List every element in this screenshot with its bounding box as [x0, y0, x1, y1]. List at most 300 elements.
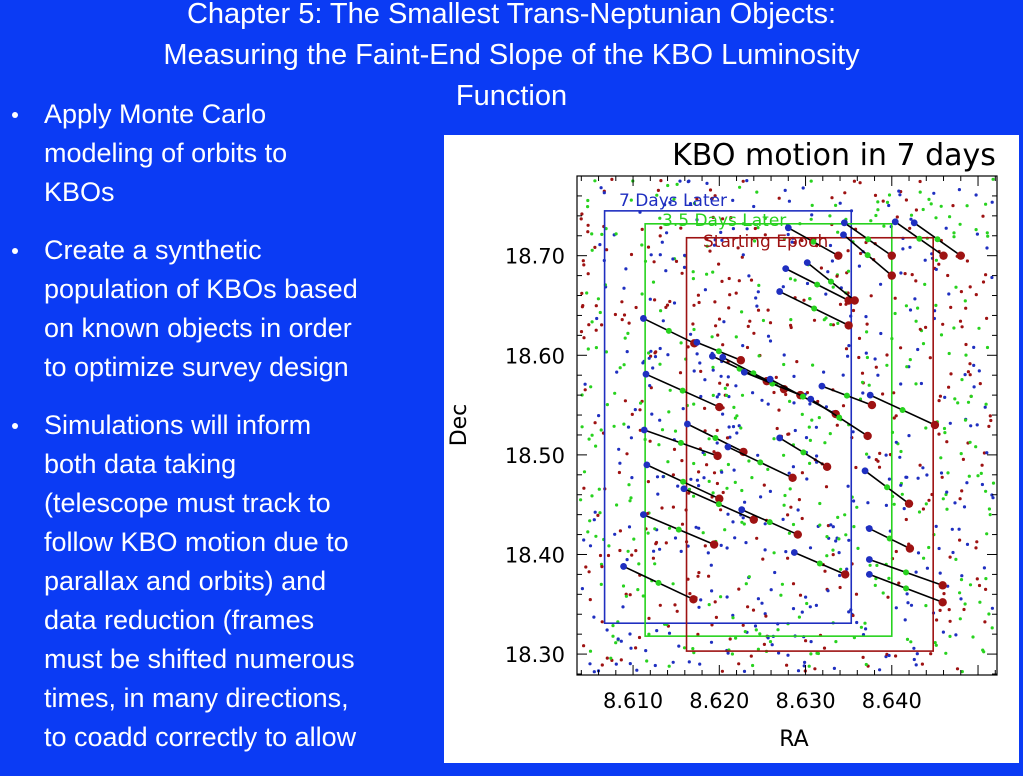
- background-source-dot: [638, 408, 641, 411]
- background-source-dot: [624, 267, 627, 270]
- background-source-dot: [718, 382, 721, 385]
- background-source-dot: [875, 366, 878, 369]
- kbo-position-starting-epoch: [689, 595, 697, 603]
- background-source-dot: [945, 491, 948, 494]
- background-source-dot: [691, 647, 694, 650]
- background-source-dot: [943, 396, 946, 399]
- background-source-dot: [940, 471, 943, 474]
- background-source-dot: [692, 328, 695, 331]
- background-source-dot: [952, 231, 955, 234]
- kbo-position-3-5-days: [903, 585, 909, 591]
- background-source-dot: [861, 381, 864, 384]
- background-source-dot: [977, 327, 980, 330]
- background-source-dot: [908, 246, 911, 249]
- background-source-dot: [940, 333, 943, 336]
- kbo-position-starting-epoch: [888, 251, 896, 259]
- x-tick-label: 8.630: [775, 689, 836, 713]
- background-source-dot: [666, 184, 669, 187]
- background-source-dot: [720, 544, 723, 547]
- background-source-dot: [588, 570, 591, 573]
- background-source-dot: [738, 186, 741, 189]
- background-source-dot: [613, 425, 616, 428]
- background-source-dot: [743, 522, 746, 525]
- background-source-dot: [589, 544, 592, 547]
- kbo-position-7-days: [862, 467, 869, 474]
- background-source-dot: [655, 629, 658, 632]
- background-source-dot: [964, 354, 967, 357]
- background-source-dot: [757, 597, 760, 600]
- background-source-dot: [852, 499, 855, 502]
- background-source-dot: [707, 575, 710, 578]
- background-source-dot: [762, 319, 765, 322]
- background-source-dot: [726, 383, 729, 386]
- background-source-dot: [658, 548, 661, 551]
- background-source-dot: [773, 571, 776, 574]
- background-source-dot: [600, 583, 603, 586]
- background-source-dot: [722, 491, 725, 494]
- background-source-dot: [656, 493, 659, 496]
- background-source-dot: [758, 354, 761, 357]
- background-source-dot: [582, 644, 585, 647]
- background-source-dot: [969, 285, 972, 288]
- background-source-dot: [645, 659, 648, 662]
- background-source-dot: [937, 433, 940, 436]
- background-source-dot: [659, 253, 662, 256]
- background-source-dot: [985, 246, 988, 249]
- background-source-dot: [830, 196, 833, 199]
- background-source-dot: [648, 357, 651, 360]
- legend-label-7-days: 7 Days Later: [619, 191, 728, 211]
- kbo-position-starting-epoch: [905, 499, 913, 507]
- background-source-dot: [679, 371, 682, 374]
- background-source-dot: [939, 395, 942, 398]
- background-source-dot: [826, 589, 829, 592]
- background-source-dot: [911, 273, 914, 276]
- background-source-dot: [887, 577, 890, 580]
- background-source-dot: [858, 265, 861, 268]
- background-source-dot: [916, 652, 919, 655]
- background-source-dot: [917, 477, 920, 480]
- background-source-dot: [992, 482, 995, 485]
- kbo-position-starting-epoch: [788, 474, 796, 482]
- background-source-dot: [594, 421, 597, 424]
- background-source-dot: [968, 475, 971, 478]
- background-source-dot: [897, 582, 900, 585]
- background-source-dot: [940, 205, 943, 208]
- background-source-dot: [676, 485, 679, 488]
- background-source-dot: [683, 646, 686, 649]
- background-source-dot: [734, 384, 737, 387]
- background-source-dot: [907, 434, 910, 437]
- background-source-dot: [874, 194, 877, 197]
- background-source-dot: [641, 292, 644, 295]
- background-source-dot: [898, 456, 901, 459]
- background-source-dot: [783, 504, 786, 507]
- background-source-dot: [826, 270, 829, 273]
- background-source-dot: [589, 385, 592, 388]
- background-source-dot: [915, 663, 918, 666]
- background-source-dot: [859, 181, 862, 184]
- background-source-dot: [934, 304, 937, 307]
- background-source-dot: [587, 272, 590, 275]
- background-source-dot: [733, 469, 736, 472]
- background-source-dot: [929, 356, 932, 359]
- kbo-position-starting-epoch: [939, 251, 947, 259]
- background-source-dot: [743, 670, 746, 673]
- background-source-dot: [660, 506, 663, 509]
- background-source-dot: [770, 588, 773, 591]
- background-source-dot: [769, 339, 772, 342]
- background-source-dot: [727, 306, 730, 309]
- background-source-dot: [652, 550, 655, 553]
- background-source-dot: [649, 298, 652, 301]
- background-source-dot: [861, 372, 864, 375]
- background-source-dot: [978, 369, 981, 372]
- background-source-dot: [625, 595, 628, 598]
- background-source-dot: [949, 620, 952, 623]
- background-source-dot: [627, 483, 630, 486]
- background-source-dot: [639, 402, 642, 405]
- background-source-dot: [789, 487, 792, 490]
- background-source-dot: [792, 582, 795, 585]
- background-source-dot: [724, 387, 727, 390]
- background-source-dot: [607, 554, 610, 557]
- bullet-item: [8, 406, 438, 757]
- background-source-dot: [662, 475, 665, 478]
- kbo-position-starting-epoch: [938, 598, 946, 606]
- kbo-position-7-days: [643, 461, 650, 468]
- background-source-dot: [837, 537, 840, 540]
- background-source-dot: [935, 259, 938, 262]
- background-source-dot: [754, 624, 757, 627]
- background-source-dot: [794, 279, 797, 282]
- kbo-position-starting-epoch: [906, 544, 914, 552]
- background-source-dot: [595, 329, 598, 332]
- background-source-dot: [620, 658, 623, 661]
- background-source-dot: [959, 320, 962, 323]
- background-source-dot: [615, 371, 618, 374]
- background-source-dot: [693, 369, 696, 372]
- background-source-dot: [941, 476, 944, 479]
- background-source-dot: [895, 606, 898, 609]
- kbo-position-3-5-days: [757, 459, 763, 465]
- background-source-dot: [836, 231, 839, 234]
- background-source-dot: [847, 539, 850, 542]
- background-source-dot: [934, 216, 937, 219]
- background-source-dot: [769, 321, 772, 324]
- legend-label-starting-epoch: Starting Epoch: [703, 232, 829, 252]
- bullet-line: (telescope must track to: [44, 488, 331, 518]
- background-source-dot: [712, 369, 715, 372]
- background-source-dot: [767, 403, 770, 406]
- background-source-dot: [878, 466, 881, 469]
- background-source-dot: [725, 487, 728, 490]
- background-source-dot: [864, 315, 867, 318]
- background-source-dot: [718, 318, 721, 321]
- background-source-dot: [882, 225, 885, 228]
- background-source-dot: [825, 554, 828, 557]
- background-source-dot: [992, 178, 995, 181]
- background-source-dot: [836, 424, 839, 427]
- background-source-dot: [659, 309, 662, 312]
- legend-label-3-5-days: 3.5 Days Later: [662, 211, 787, 231]
- background-source-dot: [912, 647, 915, 650]
- background-source-dot: [673, 603, 676, 606]
- background-source-dot: [832, 286, 835, 289]
- background-source-dot: [792, 523, 795, 526]
- background-source-dot: [971, 635, 974, 638]
- background-source-dot: [952, 235, 955, 238]
- kbo-position-7-days: [643, 371, 650, 378]
- background-source-dot: [580, 217, 583, 220]
- background-source-dot: [711, 335, 714, 338]
- background-source-dot: [810, 640, 813, 643]
- background-source-dot: [582, 487, 585, 490]
- background-source-dot: [789, 318, 792, 321]
- background-source-dot: [828, 214, 831, 217]
- background-source-dot: [834, 640, 837, 643]
- background-source-dot: [809, 439, 812, 442]
- background-source-dot: [737, 662, 740, 665]
- background-source-dot: [986, 346, 989, 349]
- background-source-dot: [956, 667, 959, 670]
- background-source-dot: [738, 279, 741, 282]
- kbo-position-3-5-days: [666, 328, 672, 334]
- background-source-dot: [874, 584, 877, 587]
- background-source-dot: [647, 633, 650, 636]
- background-source-dot: [598, 488, 601, 491]
- background-source-dot: [716, 441, 719, 444]
- background-source-dot: [855, 593, 858, 596]
- background-source-dot: [584, 383, 587, 386]
- background-source-dot: [758, 632, 761, 635]
- background-source-dot: [984, 490, 987, 493]
- background-source-dot: [965, 481, 968, 484]
- bullet-line: KBOs: [44, 177, 115, 207]
- kbo-position-starting-epoch: [938, 581, 946, 589]
- background-source-dot: [906, 592, 909, 595]
- background-source-dot: [959, 597, 962, 600]
- kbo-position-3-5-days: [934, 236, 940, 242]
- background-source-dot: [960, 290, 963, 293]
- background-source-dot: [818, 416, 821, 419]
- background-source-dot: [668, 300, 671, 303]
- background-source-dot: [761, 558, 764, 561]
- background-source-dot: [594, 511, 597, 514]
- background-source-dot: [754, 296, 757, 299]
- background-source-dot: [847, 249, 850, 252]
- background-source-dot: [805, 477, 808, 480]
- background-source-dot: [956, 401, 959, 404]
- background-source-dot: [838, 574, 841, 577]
- kbo-position-3-5-days: [716, 501, 722, 507]
- background-source-dot: [582, 259, 585, 262]
- background-source-dot: [591, 434, 594, 437]
- kbo-position-starting-epoch: [868, 401, 876, 409]
- background-source-dot: [782, 285, 785, 288]
- kbo-position-7-days: [866, 525, 873, 532]
- background-source-dot: [635, 669, 638, 672]
- background-source-dot: [829, 244, 832, 247]
- background-source-dot: [720, 471, 723, 474]
- bullet-dot-icon: [12, 248, 18, 254]
- background-source-dot: [975, 540, 978, 543]
- background-source-dot: [787, 432, 790, 435]
- background-source-dot: [905, 304, 908, 307]
- background-source-dot: [671, 257, 674, 260]
- background-source-dot: [789, 277, 792, 280]
- background-source-dot: [842, 374, 845, 377]
- background-source-dot: [801, 611, 804, 614]
- background-source-dot: [755, 305, 758, 308]
- bullet-line: Apply Monte Carlo: [44, 99, 267, 129]
- background-source-dot: [948, 608, 951, 611]
- background-source-dot: [622, 287, 625, 290]
- background-source-dot: [755, 537, 758, 540]
- background-source-dot: [919, 180, 922, 183]
- background-source-dot: [964, 373, 967, 376]
- background-source-dot: [769, 640, 772, 643]
- background-source-dot: [825, 485, 828, 488]
- background-source-dot: [974, 546, 977, 549]
- kbo-position-3-5-days: [887, 536, 893, 542]
- background-source-dot: [842, 404, 845, 407]
- background-source-dot: [615, 663, 618, 666]
- background-source-dot: [597, 297, 600, 300]
- bullet-line: Simulations will inform: [44, 410, 312, 440]
- background-source-dot: [627, 426, 630, 429]
- background-source-dot: [710, 641, 713, 644]
- background-source-dot: [592, 616, 595, 619]
- background-source-dot: [865, 663, 868, 666]
- background-source-dot: [587, 347, 590, 350]
- background-source-dot: [937, 263, 940, 266]
- background-source-dot: [705, 182, 708, 185]
- background-source-dot: [756, 454, 759, 457]
- background-source-dot: [964, 307, 967, 310]
- background-source-dot: [974, 445, 977, 448]
- background-source-dot: [597, 414, 600, 417]
- background-source-dot: [949, 306, 952, 309]
- background-source-dot: [894, 312, 897, 315]
- background-source-dot: [653, 527, 656, 530]
- background-source-dot: [808, 665, 811, 668]
- background-source-dot: [653, 562, 656, 565]
- background-source-dot: [786, 513, 789, 516]
- background-source-dot: [748, 575, 751, 578]
- background-source-dot: [975, 193, 978, 196]
- background-source-dot: [954, 633, 957, 636]
- background-source-dot: [942, 631, 945, 634]
- kbo-position-3-5-days: [716, 348, 722, 354]
- background-source-dot: [981, 464, 984, 467]
- background-source-dot: [808, 462, 811, 465]
- slide-title-line-1: Chapter 5: The Smallest Trans-Neptunian Objects:: [186, 0, 837, 30]
- background-source-dot: [771, 643, 774, 646]
- kbo-position-7-days: [640, 511, 647, 518]
- background-source-dot: [680, 550, 683, 553]
- kbo-position-starting-epoch: [841, 570, 849, 578]
- background-source-dot: [726, 513, 729, 516]
- x-tick-label: 8.610: [602, 689, 664, 713]
- background-source-dot: [980, 472, 983, 475]
- background-source-dot: [984, 203, 987, 206]
- background-source-dot: [654, 664, 657, 667]
- background-source-dot: [688, 660, 691, 663]
- background-source-dot: [764, 615, 767, 618]
- background-source-dot: [747, 459, 750, 462]
- background-source-dot: [867, 456, 870, 459]
- background-source-dot: [677, 645, 680, 648]
- background-source-dot: [731, 520, 734, 523]
- background-source-dot: [689, 478, 692, 481]
- background-source-dot: [935, 268, 938, 271]
- bullet-line: to coadd correctly to allow: [44, 722, 357, 752]
- background-source-dot: [938, 547, 941, 550]
- background-source-dot: [589, 650, 592, 653]
- background-source-dot: [958, 188, 961, 191]
- field-outline: [645, 224, 892, 636]
- background-source-dot: [759, 495, 762, 498]
- background-source-dot: [648, 384, 651, 387]
- background-source-dot: [894, 654, 897, 657]
- background-source-dot: [673, 448, 676, 451]
- background-source-dot: [939, 609, 942, 612]
- background-source-dot: [966, 204, 969, 207]
- background-source-dot: [628, 525, 631, 528]
- background-source-dot: [697, 470, 700, 473]
- background-source-dot: [986, 231, 989, 234]
- background-source-dot: [984, 588, 987, 591]
- background-source-dot: [899, 450, 902, 453]
- background-source-dot: [586, 530, 589, 533]
- background-source-dot: [813, 667, 816, 670]
- background-source-dot: [823, 318, 826, 321]
- background-source-dot: [587, 323, 590, 326]
- background-source-dot: [666, 460, 669, 463]
- background-source-dot: [683, 266, 686, 269]
- background-source-dot: [989, 414, 992, 417]
- background-source-dot: [922, 208, 925, 211]
- background-source-dot: [590, 232, 593, 235]
- background-source-dot: [790, 326, 793, 329]
- kbo-position-starting-epoch: [888, 271, 896, 279]
- background-source-dot: [886, 596, 889, 599]
- background-source-dot: [732, 406, 735, 409]
- background-source-dot: [981, 483, 984, 486]
- background-source-dot: [909, 308, 912, 311]
- background-source-dot: [767, 335, 770, 338]
- background-source-dot: [614, 641, 617, 644]
- background-source-dot: [894, 297, 897, 300]
- background-source-dot: [964, 602, 967, 605]
- background-source-dot: [804, 639, 807, 642]
- background-source-dot: [985, 317, 988, 320]
- background-source-dot: [731, 652, 734, 655]
- background-source-dot: [729, 637, 732, 640]
- background-source-dot: [927, 198, 930, 201]
- background-source-dot: [866, 356, 869, 359]
- kbo-position-3-5-days: [811, 305, 817, 311]
- background-source-dot: [915, 320, 918, 323]
- background-source-dot: [975, 228, 978, 231]
- background-source-dot: [945, 440, 948, 443]
- background-source-dot: [976, 577, 979, 580]
- background-source-dot: [979, 382, 982, 385]
- background-source-dot: [810, 218, 813, 221]
- background-source-dot: [588, 438, 591, 441]
- background-source-dot: [929, 652, 932, 655]
